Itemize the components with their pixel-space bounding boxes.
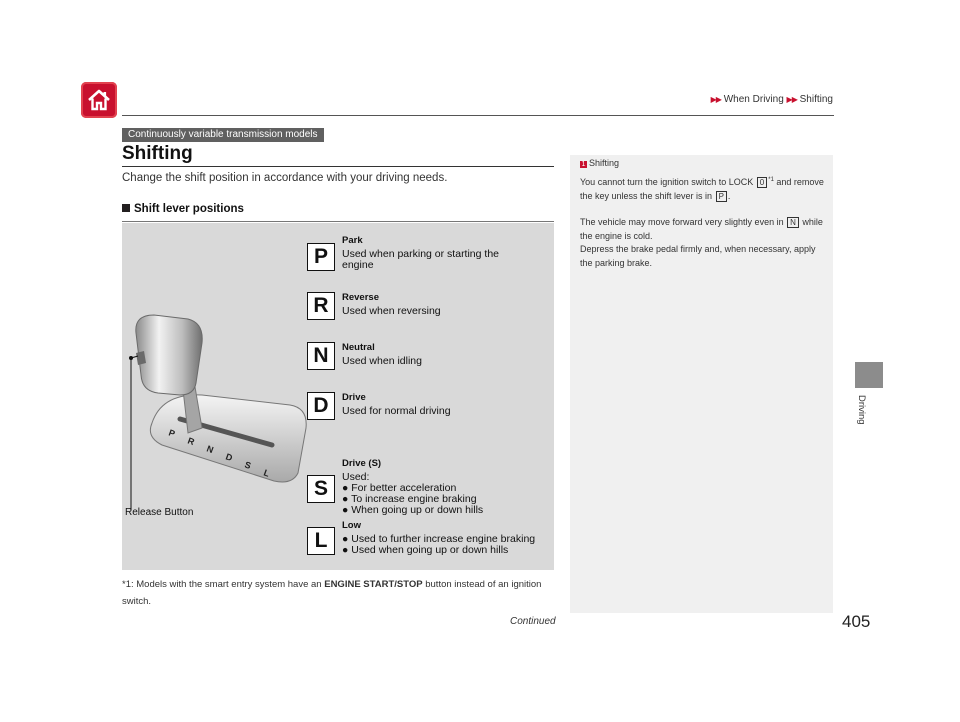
gear-name: Neutral [342, 342, 375, 353]
subheading-divider [122, 221, 554, 222]
sidebar-paragraph-3: Depress the brake pedal firmly and, when necessary, apply the parking brake. [580, 244, 816, 268]
gate-label: D [224, 451, 234, 464]
gear-description-line: Used for normal driving [342, 405, 451, 417]
intro-text: Change the shift position in accordance with your driving needs. [122, 172, 448, 184]
gate-label: P [167, 427, 177, 439]
gear-name: Low [342, 520, 361, 531]
gear-l-badge: L [307, 527, 335, 555]
gear-name: Drive [342, 392, 366, 403]
key-0-icon: 0 [757, 177, 767, 188]
gate-label: L [262, 467, 271, 479]
footnote: *1: Models with the smart entry system have an ENGINE START/STOP button instead of an ignition switch. [122, 579, 542, 607]
gear-s-badge: S [307, 475, 335, 503]
home-button[interactable] [81, 82, 117, 118]
key-n-icon: N [787, 217, 799, 228]
gear-r-badge: R [307, 292, 335, 320]
square-bullet-icon [122, 204, 130, 212]
gear-d-badge: D [307, 392, 335, 420]
gear-name: Reverse [342, 292, 379, 303]
page-title: Shifting [122, 143, 193, 164]
chapter-tab-label: Driving [856, 395, 867, 425]
sidebar-paragraph-1: You cannot turn the ignition switch to LOCK 0 $^{*1}$ and remove the key unless the shift lever is in P . [580, 177, 824, 201]
continued-label: Continued [510, 616, 556, 627]
chapter-tab[interactable] [855, 362, 883, 388]
gear-description-line: ● Used to further increase engine braking [342, 533, 536, 545]
gear-description-line: ● When going up or down hills [342, 504, 484, 516]
title-divider [122, 166, 554, 167]
sidebar-body [580, 174, 828, 270]
gear-description-line: ● To increase engine braking [342, 493, 477, 505]
gear-p-badge: P [307, 243, 335, 271]
gear-description-line: Used when parking or starting the [342, 248, 500, 260]
gate-label: R [186, 435, 196, 448]
section-tag: Continuously variable transmission models [122, 128, 324, 142]
gear-description-line: ● For better acceleration [342, 482, 457, 494]
key-p-icon: P [716, 191, 727, 202]
page-number: 405 [842, 612, 871, 631]
breadcrumb-item-shifting[interactable]: Shifting [799, 94, 833, 105]
gear-description-line: Used: [342, 471, 370, 483]
gear-description-line: engine [342, 259, 374, 271]
gear-description-line: ● Used when going up or down hills [342, 544, 509, 556]
release-button-label: Release Button [125, 507, 194, 518]
breadcrumb: ▶▶ When Driving ▶▶ Shifting [710, 94, 833, 105]
subheading: Shift lever positions [122, 203, 244, 215]
gear-description-line: Used when idling [342, 355, 422, 367]
gate-label: S [243, 459, 253, 471]
gear-name: Park [342, 235, 363, 246]
breadcrumb-item-when-driving[interactable]: When Driving [723, 94, 784, 105]
sidebar-paragraph-2: The vehicle may move forward very slightly even in N while the engine is cold. [580, 217, 823, 241]
gear-name: Drive (S) [342, 458, 382, 469]
sidebar-title: 1 Shifting [581, 158, 620, 168]
home-icon [86, 87, 112, 113]
gear-description-line: Used when reversing [342, 305, 441, 317]
gear-n-badge: N [307, 342, 335, 370]
gate-label: N [205, 443, 215, 456]
header-divider [122, 115, 834, 116]
reference-number-badge: 1 [581, 161, 586, 168]
